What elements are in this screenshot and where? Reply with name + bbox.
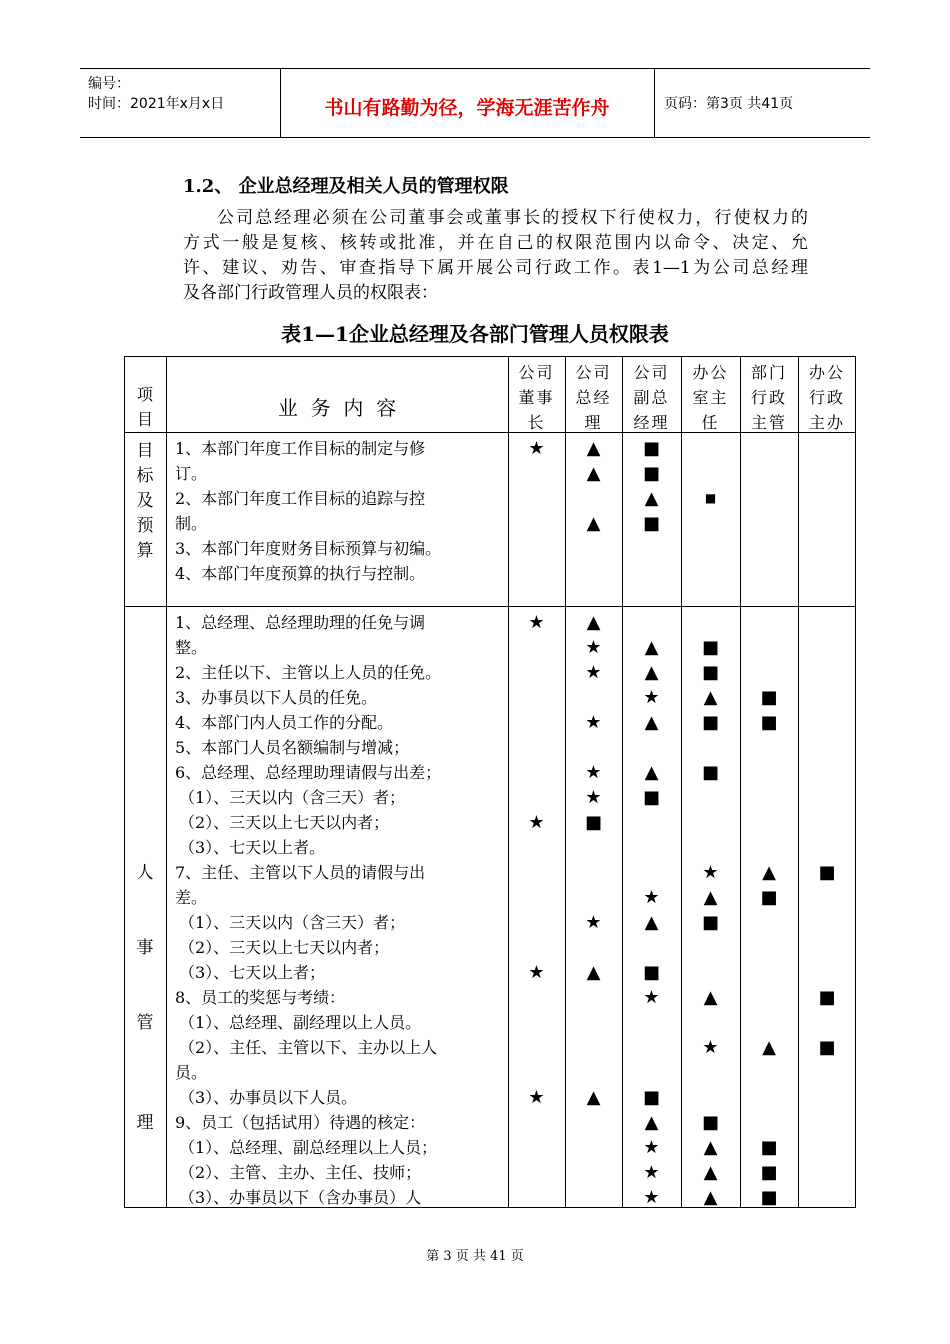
permission-mark: ▲ [703, 1162, 718, 1183]
permission-mark: ★ [585, 662, 602, 683]
permission-mark: ★ [528, 612, 545, 633]
permission-mark: ■ [818, 987, 836, 1008]
role-column-header: 公司 董事 长 [518, 363, 555, 432]
paragraph-line: 方式一般是复核、核转或批准，并在自己的权限范围内以命令、决定、允 [183, 233, 808, 253]
permission-mark: ★ [585, 637, 602, 658]
time-label: 时间：2021年x月x日 [88, 96, 225, 112]
permission-mark: ■ [642, 1087, 660, 1108]
business-item-line: （1）、总经理、副经理以上人员。 [179, 1013, 422, 1032]
business-item-line: 3、本部门年度财务目标预算与初编。 [175, 539, 442, 558]
business-item-line: （3）、办事员以下人员。 [179, 1088, 358, 1107]
permission-mark: ■ [584, 812, 602, 833]
business-item-line: 6、总经理、总经理助理请假与出差； [175, 763, 442, 782]
business-item-line: 制。 [175, 514, 208, 533]
section-side-label-char: 算 [136, 541, 154, 561]
permission-mark: ■ [760, 712, 778, 733]
number-label: 编号： [88, 76, 130, 92]
permission-mark: ★ [585, 787, 602, 808]
permission-mark: ★ [528, 438, 545, 459]
section-side-label-char: 标 [136, 466, 154, 486]
business-item-line: 4、本部门年度预算的执行与控制。 [175, 564, 426, 583]
section-side-label-char: 目 [136, 441, 154, 461]
permission-mark: ▲ [586, 513, 601, 534]
permission-mark: ★ [643, 1137, 660, 1158]
permission-mark: ▲ [703, 687, 718, 708]
page-header [80, 68, 870, 138]
business-item-line: 8、员工的奖惩与考绩： [175, 988, 346, 1007]
permission-mark: ■ [642, 513, 660, 534]
business-item-line: 9、员工（包括试用）待遇的核定： [175, 1113, 426, 1132]
table-column-border [508, 356, 509, 1208]
item-column-header: 项 目 [136, 385, 153, 429]
page-footer: 第 3 页 共 41 页 [426, 1249, 524, 1264]
role-column-header: 办公 室主 任 [692, 363, 729, 432]
section-side-label-char: 管 [136, 1013, 154, 1033]
section-side-label-char: 预 [136, 516, 154, 536]
business-item-line: （2）、主管、主办、主任、技师； [179, 1163, 422, 1182]
business-item-line: 4、本部门内人员工作的分配。 [175, 713, 394, 732]
section-side-label-char: 事 [136, 938, 154, 958]
permission-mark: ▲ [703, 1187, 718, 1208]
permission-mark: ▲ [703, 987, 718, 1008]
permission-mark: ★ [528, 962, 545, 983]
permission-mark: ★ [643, 687, 660, 708]
permission-mark: ▲ [644, 912, 659, 933]
table-column-border [166, 356, 167, 1208]
table-column-border [855, 356, 856, 1208]
business-item-line: （1）、三天以内（含三天）者； [179, 913, 406, 932]
business-item-line: （3）、七天以上者； [179, 963, 326, 982]
business-item-line: （2）、三天以上七天以内者； [179, 938, 390, 957]
business-item-line: （3）、七天以上者。 [179, 838, 326, 857]
business-item-line: 订。 [175, 464, 208, 483]
table-column-border [798, 356, 799, 1208]
permission-mark: ▲ [644, 712, 659, 733]
permission-mark: ▲ [586, 1087, 601, 1108]
business-item-line: 5、本部门人员名额编制与增减； [175, 738, 410, 757]
paragraph-line: 许、建议、劝告、审查指导下属开展公司行政工作。表1—1为公司总经理 [183, 258, 808, 278]
permission-mark: ■ [760, 1187, 778, 1208]
section-side-label-char: 理 [136, 1113, 154, 1133]
permission-mark: ■ [760, 687, 778, 708]
permission-mark: ★ [702, 1037, 719, 1058]
permission-mark: ■ [642, 438, 660, 459]
permission-mark: ▲ [586, 438, 601, 459]
permission-mark: ■ [642, 787, 660, 808]
table-title: 表1—1企业总经理及各部门管理人员权限表 [281, 322, 669, 346]
permission-mark: ■ [818, 1037, 836, 1058]
permission-mark: ■ [818, 862, 836, 883]
role-column-header: 部门 行政 主管 [750, 363, 787, 432]
permission-mark: ■ [760, 887, 778, 908]
business-item-line: 3、办事员以下人员的任免。 [175, 688, 378, 707]
business-item-line: （1）、三天以内（含三天）者； [179, 788, 406, 807]
permission-mark: ▲ [644, 637, 659, 658]
permission-mark: ▲ [644, 662, 659, 683]
permission-mark: ▲ [586, 463, 601, 484]
business-item-line: 1、本部门年度工作目标的制定与修 [175, 439, 426, 458]
section-side-label-char: 人 [136, 863, 154, 883]
business-item-line: 整。 [175, 638, 208, 657]
permission-mark: ■ [701, 912, 719, 933]
permission-mark: ▲ [644, 762, 659, 783]
role-column-header: 公司 总经 理 [575, 363, 612, 432]
business-column-header: 业 务 内 容 [277, 396, 397, 420]
permission-mark: ★ [585, 712, 602, 733]
business-item-line: 2、本部门年度工作目标的追踪与控 [175, 489, 426, 508]
permission-mark: ★ [702, 862, 719, 883]
permission-mark: ▲ [703, 1137, 718, 1158]
role-column-header: 公司 副总 经理 [633, 363, 670, 432]
motto: 书山有路勤为径，学海无涯苦作舟 [324, 97, 610, 119]
business-item-line: （3）、办事员以下（含办事员）人 [179, 1188, 422, 1207]
permission-mark: ★ [528, 1087, 545, 1108]
paragraph-line: 公司总经理必须在公司董事会或董事长的授权下行使权力，行使权力的 [217, 208, 808, 228]
permission-mark: ▲ [586, 962, 601, 983]
permission-mark: ★ [585, 762, 602, 783]
permission-table [124, 356, 856, 1208]
permission-mark: ★ [528, 812, 545, 833]
business-item-line: 差。 [175, 888, 208, 907]
permission-mark: ▲ [644, 488, 659, 509]
permission-mark: ▲ [644, 1112, 659, 1133]
paragraph-line: 及各部门行政管理人员的权限表： [183, 283, 438, 303]
section-title: 1.2、 企业总经理及相关人员的管理权限 [183, 176, 509, 197]
permission-mark: ■ [642, 463, 660, 484]
permission-mark: ★ [585, 912, 602, 933]
permission-mark: ■ [701, 1112, 719, 1133]
business-item-line: 1、总经理、总经理助理的任免与调 [175, 613, 426, 632]
permission-mark: ★ [643, 1187, 660, 1208]
header-meta-cell [80, 69, 281, 137]
business-item-line: （2）、主任、主管以下、主办以上人 [179, 1038, 438, 1057]
business-item-line: （2）、三天以上七天以内者； [179, 813, 390, 832]
section-side-label-char: 及 [136, 491, 154, 511]
permission-mark: ▲ [586, 612, 601, 633]
permission-mark: ▲ [703, 887, 718, 908]
table-row-border [124, 606, 856, 607]
table-column-border [740, 356, 741, 1208]
permission-mark: ■ [701, 662, 719, 683]
business-item-line: （1）、总经理、副总经理以上人员； [179, 1138, 438, 1157]
page-label: 页码：第3页 共41页 [664, 96, 794, 112]
permission-mark: ▲ [762, 1037, 776, 1058]
permission-mark: ▲ [762, 862, 776, 883]
role-column-header: 办公 行政 主办 [808, 363, 845, 432]
table-row-border [124, 356, 856, 357]
permission-mark: ★ [643, 887, 660, 908]
business-item-line: 2、主任以下、主管以上人员的任免。 [175, 663, 442, 682]
business-item-line: 7、主任、主管以下人员的请假与出 [175, 863, 426, 882]
permission-mark: ★ [643, 1162, 660, 1183]
permission-mark: ■ [760, 1137, 778, 1158]
permission-mark: ■ [760, 1162, 778, 1183]
permission-mark: ■ [701, 712, 719, 733]
permission-mark: ■ [642, 962, 660, 983]
permission-mark: ★ [643, 987, 660, 1008]
business-item-line: 员。 [175, 1063, 208, 1082]
permission-mark: ■ [704, 491, 717, 505]
intro-paragraph [183, 206, 808, 306]
header-motto-cell [280, 69, 655, 137]
permission-mark: ■ [701, 762, 719, 783]
permission-mark: ■ [701, 637, 719, 658]
